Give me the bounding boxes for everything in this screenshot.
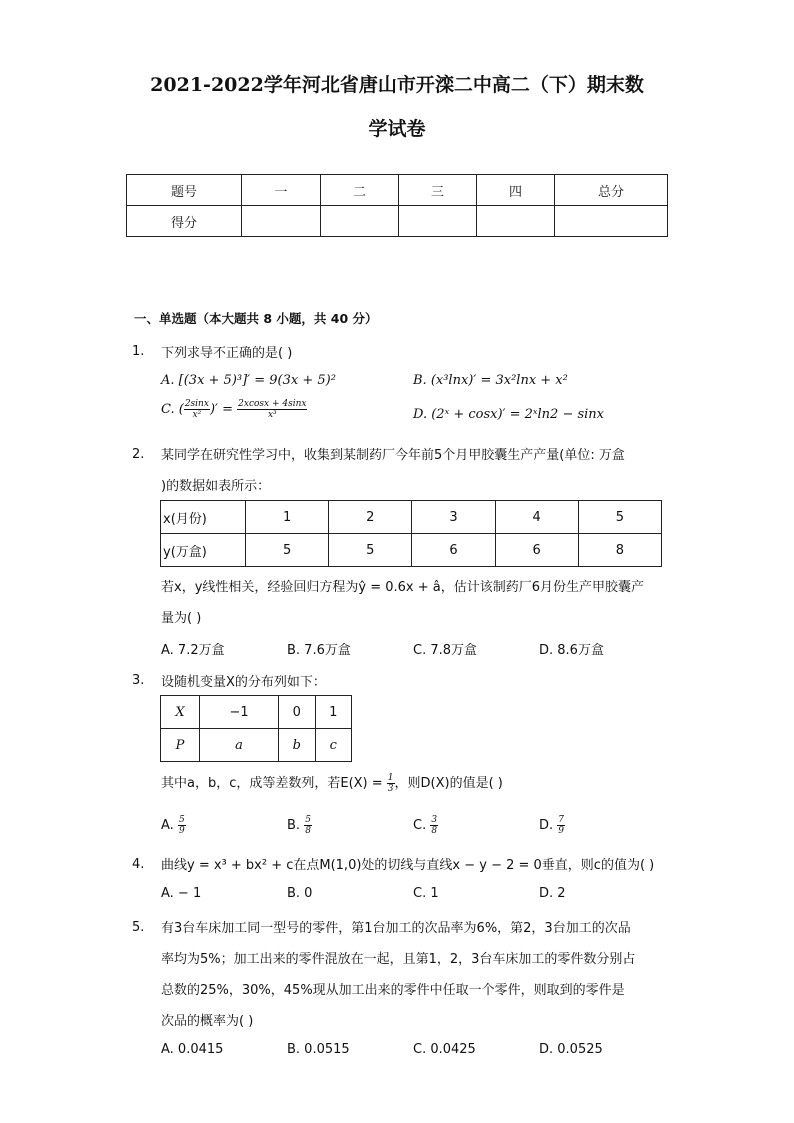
score-cell xyxy=(555,206,668,237)
table-cell: 5 xyxy=(578,501,661,534)
fraction-numerator: 2xcosx + 4sinx xyxy=(238,399,307,409)
option-c: C. 0.0425 xyxy=(413,1042,476,1057)
question-number: 2. xyxy=(132,447,145,462)
option-a: A. 0.0415 xyxy=(161,1042,224,1057)
table-row xyxy=(161,729,352,762)
option-d: D. 8.6万盒 xyxy=(539,643,604,658)
table-cell: −1 xyxy=(200,696,279,729)
fraction xyxy=(557,815,565,836)
table-cell: 6 xyxy=(412,534,495,567)
table-cell: 0 xyxy=(279,696,316,729)
fraction xyxy=(178,815,186,836)
fraction-numerator: 1 xyxy=(387,773,394,783)
question-number: 4. xyxy=(132,857,145,872)
distribution-table xyxy=(160,695,352,762)
table-cell: X xyxy=(161,696,200,729)
question-number: 1. xyxy=(132,344,145,359)
option-letter: B. xyxy=(287,818,301,833)
option-c-mid: )′ = xyxy=(209,402,233,417)
fraction-numerator: 5 xyxy=(178,815,185,825)
option-b: B. 0.0515 xyxy=(287,1042,350,1057)
table-row xyxy=(161,501,662,534)
option-c xyxy=(161,399,307,420)
score-header-cell: 总分 xyxy=(555,175,668,206)
score-table xyxy=(126,174,668,237)
fraction xyxy=(184,399,210,420)
option-a: A. 7.2万盒 xyxy=(161,643,225,658)
table-cell: 1 xyxy=(315,696,351,729)
fraction-denominator: x³ xyxy=(267,410,277,420)
condition-text: ，则D(X)的值是( ) xyxy=(394,776,503,791)
option-c: C. 7.8万盒 xyxy=(413,643,478,658)
score-row-label: 得分 xyxy=(127,206,242,237)
question-stem: 设随机变量X的分布列如下： xyxy=(161,675,326,690)
fraction-denominator: 9 xyxy=(178,826,185,836)
option-letter: D. xyxy=(539,818,554,833)
score-cell xyxy=(399,206,477,237)
fraction-denominator: 3 xyxy=(387,784,394,794)
score-header-cell: 三 xyxy=(399,175,477,206)
fraction xyxy=(430,815,438,836)
option-d xyxy=(539,815,565,836)
question-stem: 总数的25%，30%，45%现从加工出来的零件中任取一个零件，则取到的零件是 xyxy=(161,983,625,998)
fraction-denominator: 8 xyxy=(431,826,438,836)
option-c-prefix: C. ( xyxy=(161,402,184,417)
fraction-numerator: 5 xyxy=(305,815,311,825)
table-cell: b xyxy=(279,729,316,762)
score-cell xyxy=(321,206,399,237)
question-number: 5. xyxy=(132,920,145,935)
fraction-denominator: 9 xyxy=(558,826,565,836)
option-letter: A. xyxy=(161,818,174,833)
question-continuation: 若x，y线性相关，经验回归方程为ŷ = 0.6x + â，估计该制药厂6月份生产甲胶囊产 xyxy=(161,580,644,595)
option-b: B. 0 xyxy=(287,886,313,901)
option-b: B. 7.6万盒 xyxy=(287,643,351,658)
data-table xyxy=(160,500,662,567)
score-header-cell: 一 xyxy=(242,175,321,206)
question-stem: 有3台车床加工同一型号的零件，第1台加工的次品率为6%，第2，3台加工的次品 xyxy=(161,921,631,936)
option-letter: C. xyxy=(413,818,427,833)
option-d: D. 0.0525 xyxy=(539,1042,603,1057)
question-stem: )的数据如表所示： xyxy=(161,479,271,494)
score-header-cell: 四 xyxy=(477,175,555,206)
fraction-denominator: x² xyxy=(192,410,202,420)
fraction xyxy=(387,773,395,794)
question-stem: 下列求导不正确的是( ) xyxy=(161,346,293,361)
table-cell: y(万盒) xyxy=(161,534,246,567)
fraction-denominator: 8 xyxy=(305,826,311,836)
question-condition xyxy=(161,772,503,794)
table-cell: x(月份) xyxy=(161,501,246,534)
score-row xyxy=(127,206,668,237)
table-cell: 4 xyxy=(495,501,578,534)
option-b: B. (x³lnx)′ = 3x²lnx + x² xyxy=(413,373,568,388)
fraction-numerator: 7 xyxy=(558,815,565,825)
question-stem: 某同学在研究性学习中，收集到某制药厂今年前5个月甲胶囊生产产量(单位: 万盒 xyxy=(161,448,625,463)
option-d: D. (2ˣ + cosx)′ = 2ˣln2 − sinx xyxy=(413,407,605,422)
question-number: 3. xyxy=(132,673,145,688)
table-cell: 6 xyxy=(495,534,578,567)
doc-title-line2: 学试卷 xyxy=(368,118,426,140)
question-stem: 曲线y = x³ + bx² + c在点M(1,0)处的切线与直线x − y − 2 = 0垂直，则c的值为( ) xyxy=(161,858,655,873)
option-a xyxy=(161,815,186,836)
table-cell: 5 xyxy=(329,534,412,567)
doc-title-line1: 2021-2022学年河北省唐山市开滦二中高二（下）期末数 xyxy=(150,74,644,96)
score-cell xyxy=(477,206,555,237)
table-cell: 3 xyxy=(412,501,495,534)
question-stem: 率均为5%；加工出来的零件混放在一起，且第1，2，3台车床加工的零件数分别占 xyxy=(161,952,636,967)
option-d: D. 2 xyxy=(539,886,566,901)
condition-text: 其中a，b，c，成等差数列，若E(X) = xyxy=(161,776,383,791)
score-header-cell: 题号 xyxy=(127,175,242,206)
option-c xyxy=(413,815,438,836)
section-heading: 一、单选题（本大题共 8 小题，共 40 分） xyxy=(134,311,378,326)
option-c: C. 1 xyxy=(413,886,439,901)
table-cell: c xyxy=(315,729,351,762)
option-b xyxy=(287,815,312,836)
table-row xyxy=(161,696,352,729)
score-header-row xyxy=(127,175,668,206)
score-cell xyxy=(242,206,321,237)
option-a: A. [(3x + 5)³]′ = 9(3x + 5)² xyxy=(161,373,336,388)
option-a: A. − 1 xyxy=(161,886,202,901)
table-cell: 8 xyxy=(578,534,661,567)
fraction-numerator: 2sinx xyxy=(184,399,209,409)
score-header-cell: 二 xyxy=(321,175,399,206)
table-cell: 2 xyxy=(329,501,412,534)
table-row xyxy=(161,534,662,567)
fraction xyxy=(304,815,312,836)
table-cell: a xyxy=(200,729,279,762)
question-stem: 次品的概率为( ) xyxy=(161,1014,254,1029)
table-cell: 1 xyxy=(246,501,329,534)
question-continuation: 量为( ) xyxy=(161,611,202,626)
fraction xyxy=(237,399,307,420)
table-cell: 5 xyxy=(246,534,329,567)
fraction-numerator: 3 xyxy=(431,815,438,825)
table-cell: P xyxy=(161,729,200,762)
